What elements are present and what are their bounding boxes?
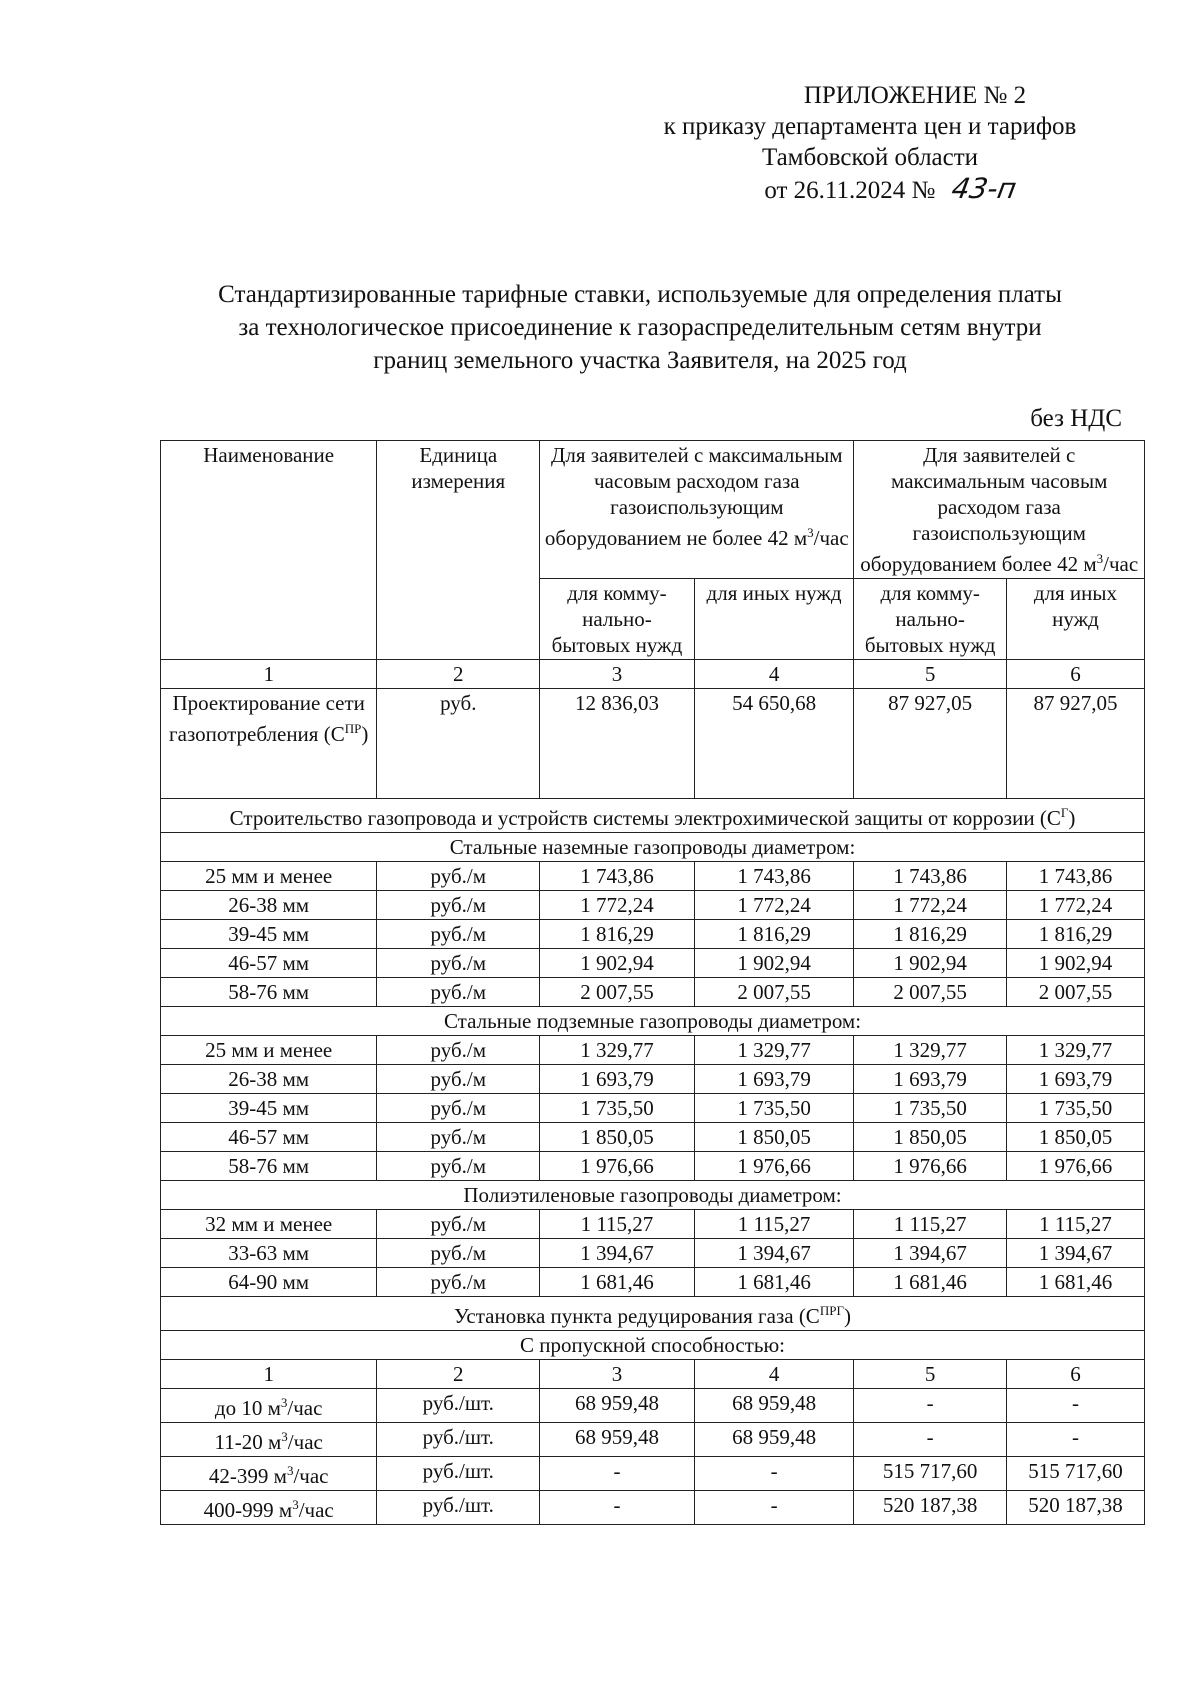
col-number: 5 bbox=[854, 1360, 1006, 1389]
row-value: 2 007,55 bbox=[854, 978, 1006, 1007]
subheader-communal: для комму-нально-бытовых нужд bbox=[540, 579, 695, 660]
row-name: 42-399 $м^3$/час bbox=[161, 1457, 377, 1491]
steel-above-rows bbox=[161, 862, 1145, 1007]
row-value: 1 850,05 bbox=[1006, 1123, 1144, 1152]
row-value: 1 976,66 bbox=[694, 1152, 854, 1181]
row-unit: руб./м bbox=[377, 949, 540, 978]
section-capacity: С пропускной способностью: bbox=[161, 1331, 1145, 1360]
row-name: 26-38 мм bbox=[161, 891, 377, 920]
table-row bbox=[161, 1210, 1145, 1239]
section-construction: Строительство газопровода и устройств системы электрохимической защиты от коррозии $(С^Г)$ bbox=[161, 799, 1145, 833]
row-value: - bbox=[854, 1389, 1006, 1423]
table-row bbox=[161, 949, 1145, 978]
section-poly: Полиэтиленовые газопроводы диаметром: bbox=[161, 1181, 1145, 1210]
table-row bbox=[161, 1268, 1145, 1297]
row-value: 1 976,66 bbox=[540, 1152, 695, 1181]
row-value: 1 693,79 bbox=[540, 1065, 695, 1094]
row-name: до 10 $м^3$/час bbox=[161, 1389, 377, 1423]
column-number-row bbox=[161, 1360, 1145, 1389]
row-value: - bbox=[1006, 1423, 1144, 1457]
col-number: 6 bbox=[1006, 660, 1144, 689]
region-name: Тамбовской области bbox=[761, 144, 979, 171]
table-row bbox=[161, 1389, 1145, 1423]
row-unit: руб./шт. bbox=[377, 1491, 540, 1525]
design-value: 12 836,03 bbox=[540, 689, 695, 799]
col-number: 3 bbox=[540, 1360, 695, 1389]
subheader-other: для иных нужд bbox=[1006, 579, 1144, 660]
row-value: 1 693,79 bbox=[854, 1065, 1006, 1094]
section-steel-under: Стальные подземные газопроводы диаметром: bbox=[161, 1007, 1145, 1036]
prg-rows bbox=[161, 1389, 1145, 1525]
row-value: 1 902,94 bbox=[854, 949, 1006, 978]
table-row bbox=[161, 1152, 1145, 1181]
table-row bbox=[161, 1065, 1145, 1094]
row-value: 1 976,66 bbox=[1006, 1152, 1144, 1181]
row-value: 1 850,05 bbox=[854, 1123, 1006, 1152]
row-name: 58-76 мм bbox=[161, 1152, 377, 1181]
row-name: 32 мм и менее bbox=[161, 1210, 377, 1239]
table-row bbox=[161, 1457, 1145, 1491]
row-value: - bbox=[694, 1457, 854, 1491]
row-value: 1 394,67 bbox=[540, 1239, 695, 1268]
row-value: 1 329,77 bbox=[854, 1036, 1006, 1065]
row-value: 1 115,27 bbox=[540, 1210, 695, 1239]
row-value: 1 743,86 bbox=[854, 862, 1006, 891]
table-row bbox=[161, 1094, 1145, 1123]
steel-under-rows bbox=[161, 1036, 1145, 1181]
row-value: - bbox=[854, 1423, 1006, 1457]
row-unit: руб./м bbox=[377, 1239, 540, 1268]
table-row bbox=[161, 1123, 1145, 1152]
row-name: 39-45 мм bbox=[161, 920, 377, 949]
row-value: 520 187,38 bbox=[1006, 1491, 1144, 1525]
row-unit: руб./м bbox=[377, 862, 540, 891]
table-row bbox=[161, 978, 1145, 1007]
document-title bbox=[150, 278, 1130, 377]
row-unit: руб./м bbox=[377, 978, 540, 1007]
row-value: 1 816,29 bbox=[694, 920, 854, 949]
row-unit: руб./м bbox=[377, 1268, 540, 1297]
row-value: - bbox=[1006, 1389, 1144, 1423]
poly-rows bbox=[161, 1210, 1145, 1297]
row-value: 1 976,66 bbox=[854, 1152, 1006, 1181]
row-value: 2 007,55 bbox=[694, 978, 854, 1007]
section-prg: Установка пункта редуцирования газа $(С^{ПРГ})$ bbox=[161, 1297, 1145, 1331]
row-value: 1 850,05 bbox=[540, 1123, 695, 1152]
row-value: 1 743,86 bbox=[540, 862, 695, 891]
row-unit: руб./шт. bbox=[377, 1423, 540, 1457]
row-value: 1 772,24 bbox=[540, 891, 695, 920]
row-value: 1 681,46 bbox=[1006, 1268, 1144, 1297]
row-unit: руб./м bbox=[377, 1210, 540, 1239]
table-header-row bbox=[161, 441, 1145, 579]
header-unit: Единица измерения bbox=[377, 441, 540, 660]
row-name: 25 мм и менее bbox=[161, 862, 377, 891]
design-value: 54 650,68 bbox=[694, 689, 854, 799]
row-value: 1 735,50 bbox=[1006, 1094, 1144, 1123]
row-unit: руб./м bbox=[377, 1065, 540, 1094]
row-value: 68 959,48 bbox=[694, 1389, 854, 1423]
row-value: 1 772,24 bbox=[1006, 891, 1144, 920]
row-value: 1 902,94 bbox=[1006, 949, 1144, 978]
table-row bbox=[161, 1491, 1145, 1525]
col-number: 4 bbox=[694, 660, 854, 689]
row-name: 39-45 мм bbox=[161, 1094, 377, 1123]
row-value: 1 850,05 bbox=[694, 1123, 854, 1152]
col-number: 4 bbox=[694, 1360, 854, 1389]
row-value: - bbox=[540, 1491, 695, 1525]
col-number: 2 bbox=[377, 1360, 540, 1389]
row-value: 1 902,94 bbox=[540, 949, 695, 978]
row-value: 1 816,29 bbox=[1006, 920, 1144, 949]
row-name: 26-38 мм bbox=[161, 1065, 377, 1094]
row-value: 1 735,50 bbox=[694, 1094, 854, 1123]
design-unit: руб. bbox=[377, 689, 540, 799]
subheader-other: для иных нужд bbox=[694, 579, 854, 660]
row-unit: руб./м bbox=[377, 1152, 540, 1181]
row-value: 2 007,55 bbox=[540, 978, 695, 1007]
column-number-row bbox=[161, 660, 1145, 689]
row-value: 68 959,48 bbox=[540, 1423, 695, 1457]
row-value: 1 743,86 bbox=[694, 862, 854, 891]
row-value: 1 735,50 bbox=[540, 1094, 695, 1123]
row-name: 11-20 $м^3$/час bbox=[161, 1423, 377, 1457]
row-value: 1 735,50 bbox=[854, 1094, 1006, 1123]
row-name: 46-57 мм bbox=[161, 1123, 377, 1152]
row-unit: руб./м bbox=[377, 1123, 540, 1152]
table-row bbox=[161, 862, 1145, 891]
row-value: 1 394,67 bbox=[854, 1239, 1006, 1268]
document-header bbox=[660, 80, 1080, 206]
row-value: 520 187,38 bbox=[854, 1491, 1006, 1525]
row-value: 1 329,77 bbox=[540, 1036, 695, 1065]
col-number: 5 bbox=[854, 660, 1006, 689]
order-date-line bbox=[660, 173, 1080, 206]
row-value: 1 115,27 bbox=[854, 1210, 1006, 1239]
row-value: 1 693,79 bbox=[694, 1065, 854, 1094]
appendix-number: ПРИЛОЖЕНИЕ № 2 bbox=[803, 82, 1027, 109]
row-name: 64-90 мм bbox=[161, 1268, 377, 1297]
row-value: 515 717,60 bbox=[1006, 1457, 1144, 1491]
row-value: 515 717,60 bbox=[854, 1457, 1006, 1491]
row-value: 1 902,94 bbox=[694, 949, 854, 978]
row-name: 25 мм и менее bbox=[161, 1036, 377, 1065]
title-line-3: границ земельного участка Заявителя, на 2025 год bbox=[373, 347, 907, 374]
row-value: 1 816,29 bbox=[540, 920, 695, 949]
row-unit: руб./м bbox=[377, 891, 540, 920]
order-reference: к приказу департамента цен и тарифов bbox=[663, 113, 1077, 140]
title-line-1: Стандартизированные тарифные ставки, используемые для определения платы bbox=[218, 281, 1062, 308]
row-value: 1 693,79 bbox=[1006, 1065, 1144, 1094]
row-value: 1 394,67 bbox=[694, 1239, 854, 1268]
header-name: Наименование bbox=[161, 441, 377, 660]
row-value: 1 681,46 bbox=[540, 1268, 695, 1297]
row-value: 1 681,46 bbox=[854, 1268, 1006, 1297]
row-name: 46-57 мм bbox=[161, 949, 377, 978]
col-number: 2 bbox=[377, 660, 540, 689]
col-number: 3 bbox=[540, 660, 695, 689]
table-row bbox=[161, 1239, 1145, 1268]
row-value: - bbox=[540, 1457, 695, 1491]
col-number: 1 bbox=[161, 1360, 377, 1389]
table-row bbox=[161, 891, 1145, 920]
design-value: 87 927,05 bbox=[1006, 689, 1144, 799]
row-name: 400-999 $м^3$/час bbox=[161, 1491, 377, 1525]
design-value: 87 927,05 bbox=[854, 689, 1006, 799]
table-row bbox=[161, 920, 1145, 949]
design-name: Проектирование сети газопотребления $(С^{ПР})$ bbox=[161, 689, 377, 799]
design-row bbox=[161, 689, 1145, 799]
row-value: - bbox=[694, 1491, 854, 1525]
row-value: 68 959,48 bbox=[694, 1423, 854, 1457]
row-value: 1 394,67 bbox=[1006, 1239, 1144, 1268]
row-value: 1 329,77 bbox=[694, 1036, 854, 1065]
subheader-communal: для комму-нально-бытовых нужд bbox=[854, 579, 1006, 660]
row-value: 1 115,27 bbox=[1006, 1210, 1144, 1239]
row-name: 58-76 мм bbox=[161, 978, 377, 1007]
row-unit: руб./м bbox=[377, 1094, 540, 1123]
row-value: 2 007,55 bbox=[1006, 978, 1144, 1007]
col-number: 6 bbox=[1006, 1360, 1144, 1389]
section-steel-above: Стальные наземные газопроводы диаметром: bbox=[161, 833, 1145, 862]
tariff-table bbox=[160, 440, 1145, 1525]
table-row bbox=[161, 1036, 1145, 1065]
order-date: от 26.11.2024 № bbox=[764, 177, 936, 204]
row-value: 1 772,24 bbox=[694, 891, 854, 920]
table-row bbox=[161, 1423, 1145, 1457]
row-name: 33-63 мм bbox=[161, 1239, 377, 1268]
row-value: 1 329,77 bbox=[1006, 1036, 1144, 1065]
title-line-2: за технологическое присоединение к газораспределительным сетям внутри bbox=[238, 314, 1042, 341]
header-group-large: Для заявителей с максимальным часовым расходом газа газоиспользующим оборудованием более 42 $м^3$/час bbox=[854, 441, 1145, 579]
row-unit: руб./шт. bbox=[377, 1457, 540, 1491]
row-value: 68 959,48 bbox=[540, 1389, 695, 1423]
row-value: 1 772,24 bbox=[854, 891, 1006, 920]
row-value: 1 816,29 bbox=[854, 920, 1006, 949]
header-group-small: Для заявителей с максимальным часовым расходом газа газоиспользующим оборудованием не более 42 $м^3$/час bbox=[540, 441, 854, 579]
row-value: 1 115,27 bbox=[694, 1210, 854, 1239]
row-value: 1 743,86 bbox=[1006, 862, 1144, 891]
row-unit: руб./шт. bbox=[377, 1389, 540, 1423]
col-number: 1 bbox=[161, 660, 377, 689]
row-unit: руб./м bbox=[377, 920, 540, 949]
row-value: 1 681,46 bbox=[694, 1268, 854, 1297]
row-unit: руб./м bbox=[377, 1036, 540, 1065]
vat-note: без НДС bbox=[1030, 405, 1122, 432]
handwritten-order-number: 43-п bbox=[948, 172, 1019, 205]
